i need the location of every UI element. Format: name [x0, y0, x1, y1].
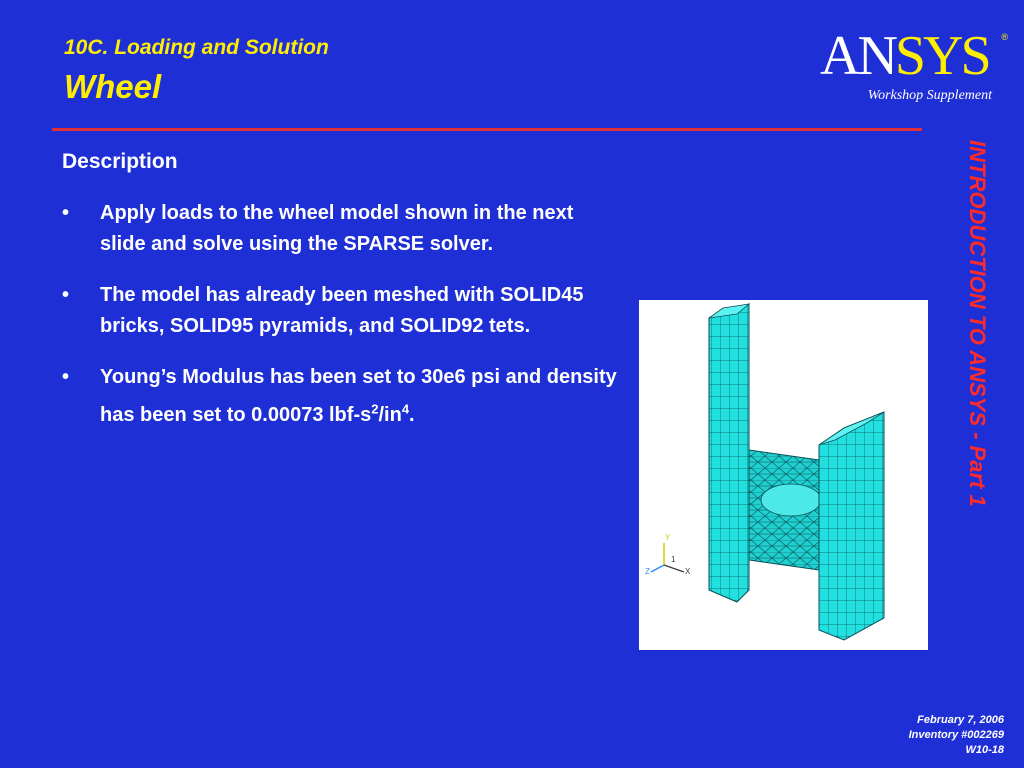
bullet-text: Apply loads to the wheel model shown in the next slide and solve using the SPARSE solver. [100, 202, 574, 255]
bullet-item [62, 362, 622, 431]
registered-mark: ® [1001, 32, 1008, 42]
bullet-text: Young’s Modulus has been set to 30e6 psi and density has been set to 0.00073 lbf-$s^2/in^4$. [100, 366, 617, 426]
bullet-item [62, 280, 622, 342]
logo-text-accent: SYS [894, 25, 989, 87]
workshop-supplement-label: Workshop Supplement [867, 88, 992, 103]
bullet-symbol: • [62, 366, 70, 388]
slide-subtitle: 10C. Loading and Solution [64, 36, 329, 59]
bullet-symbol: • [62, 202, 70, 224]
ansys-logo [820, 25, 1010, 87]
slide-title: Wheel [64, 68, 162, 105]
footer-inventory: Inventory #002269 [908, 729, 1004, 741]
footer-page-number: W10-18 [965, 744, 1004, 756]
wheel-mesh-drawing [639, 300, 928, 650]
footer [909, 713, 1004, 758]
logo-text-main: AN [820, 25, 895, 87]
wheel-model-image [639, 300, 928, 650]
footer-date: February 7, 2006 [917, 714, 1004, 726]
axis-triad [645, 533, 691, 576]
bullet-symbol: • [62, 284, 70, 306]
axis-number-label: 1 [671, 555, 676, 564]
bullet-item [62, 198, 622, 260]
section-heading: Description [62, 150, 178, 173]
header-divider [52, 128, 922, 131]
axis-x-label: X [685, 567, 691, 576]
bullet-list [62, 198, 622, 451]
bullet-text: The model has already been meshed with SOLID45 bricks, SOLID95 pyramids, and SOLID92 tets. [100, 284, 584, 337]
side-banner: INTRODUCTION TO ANSYS - Part 1 [965, 140, 990, 507]
axis-y-label: Y [665, 533, 671, 542]
axis-z-label: Z [645, 567, 650, 576]
